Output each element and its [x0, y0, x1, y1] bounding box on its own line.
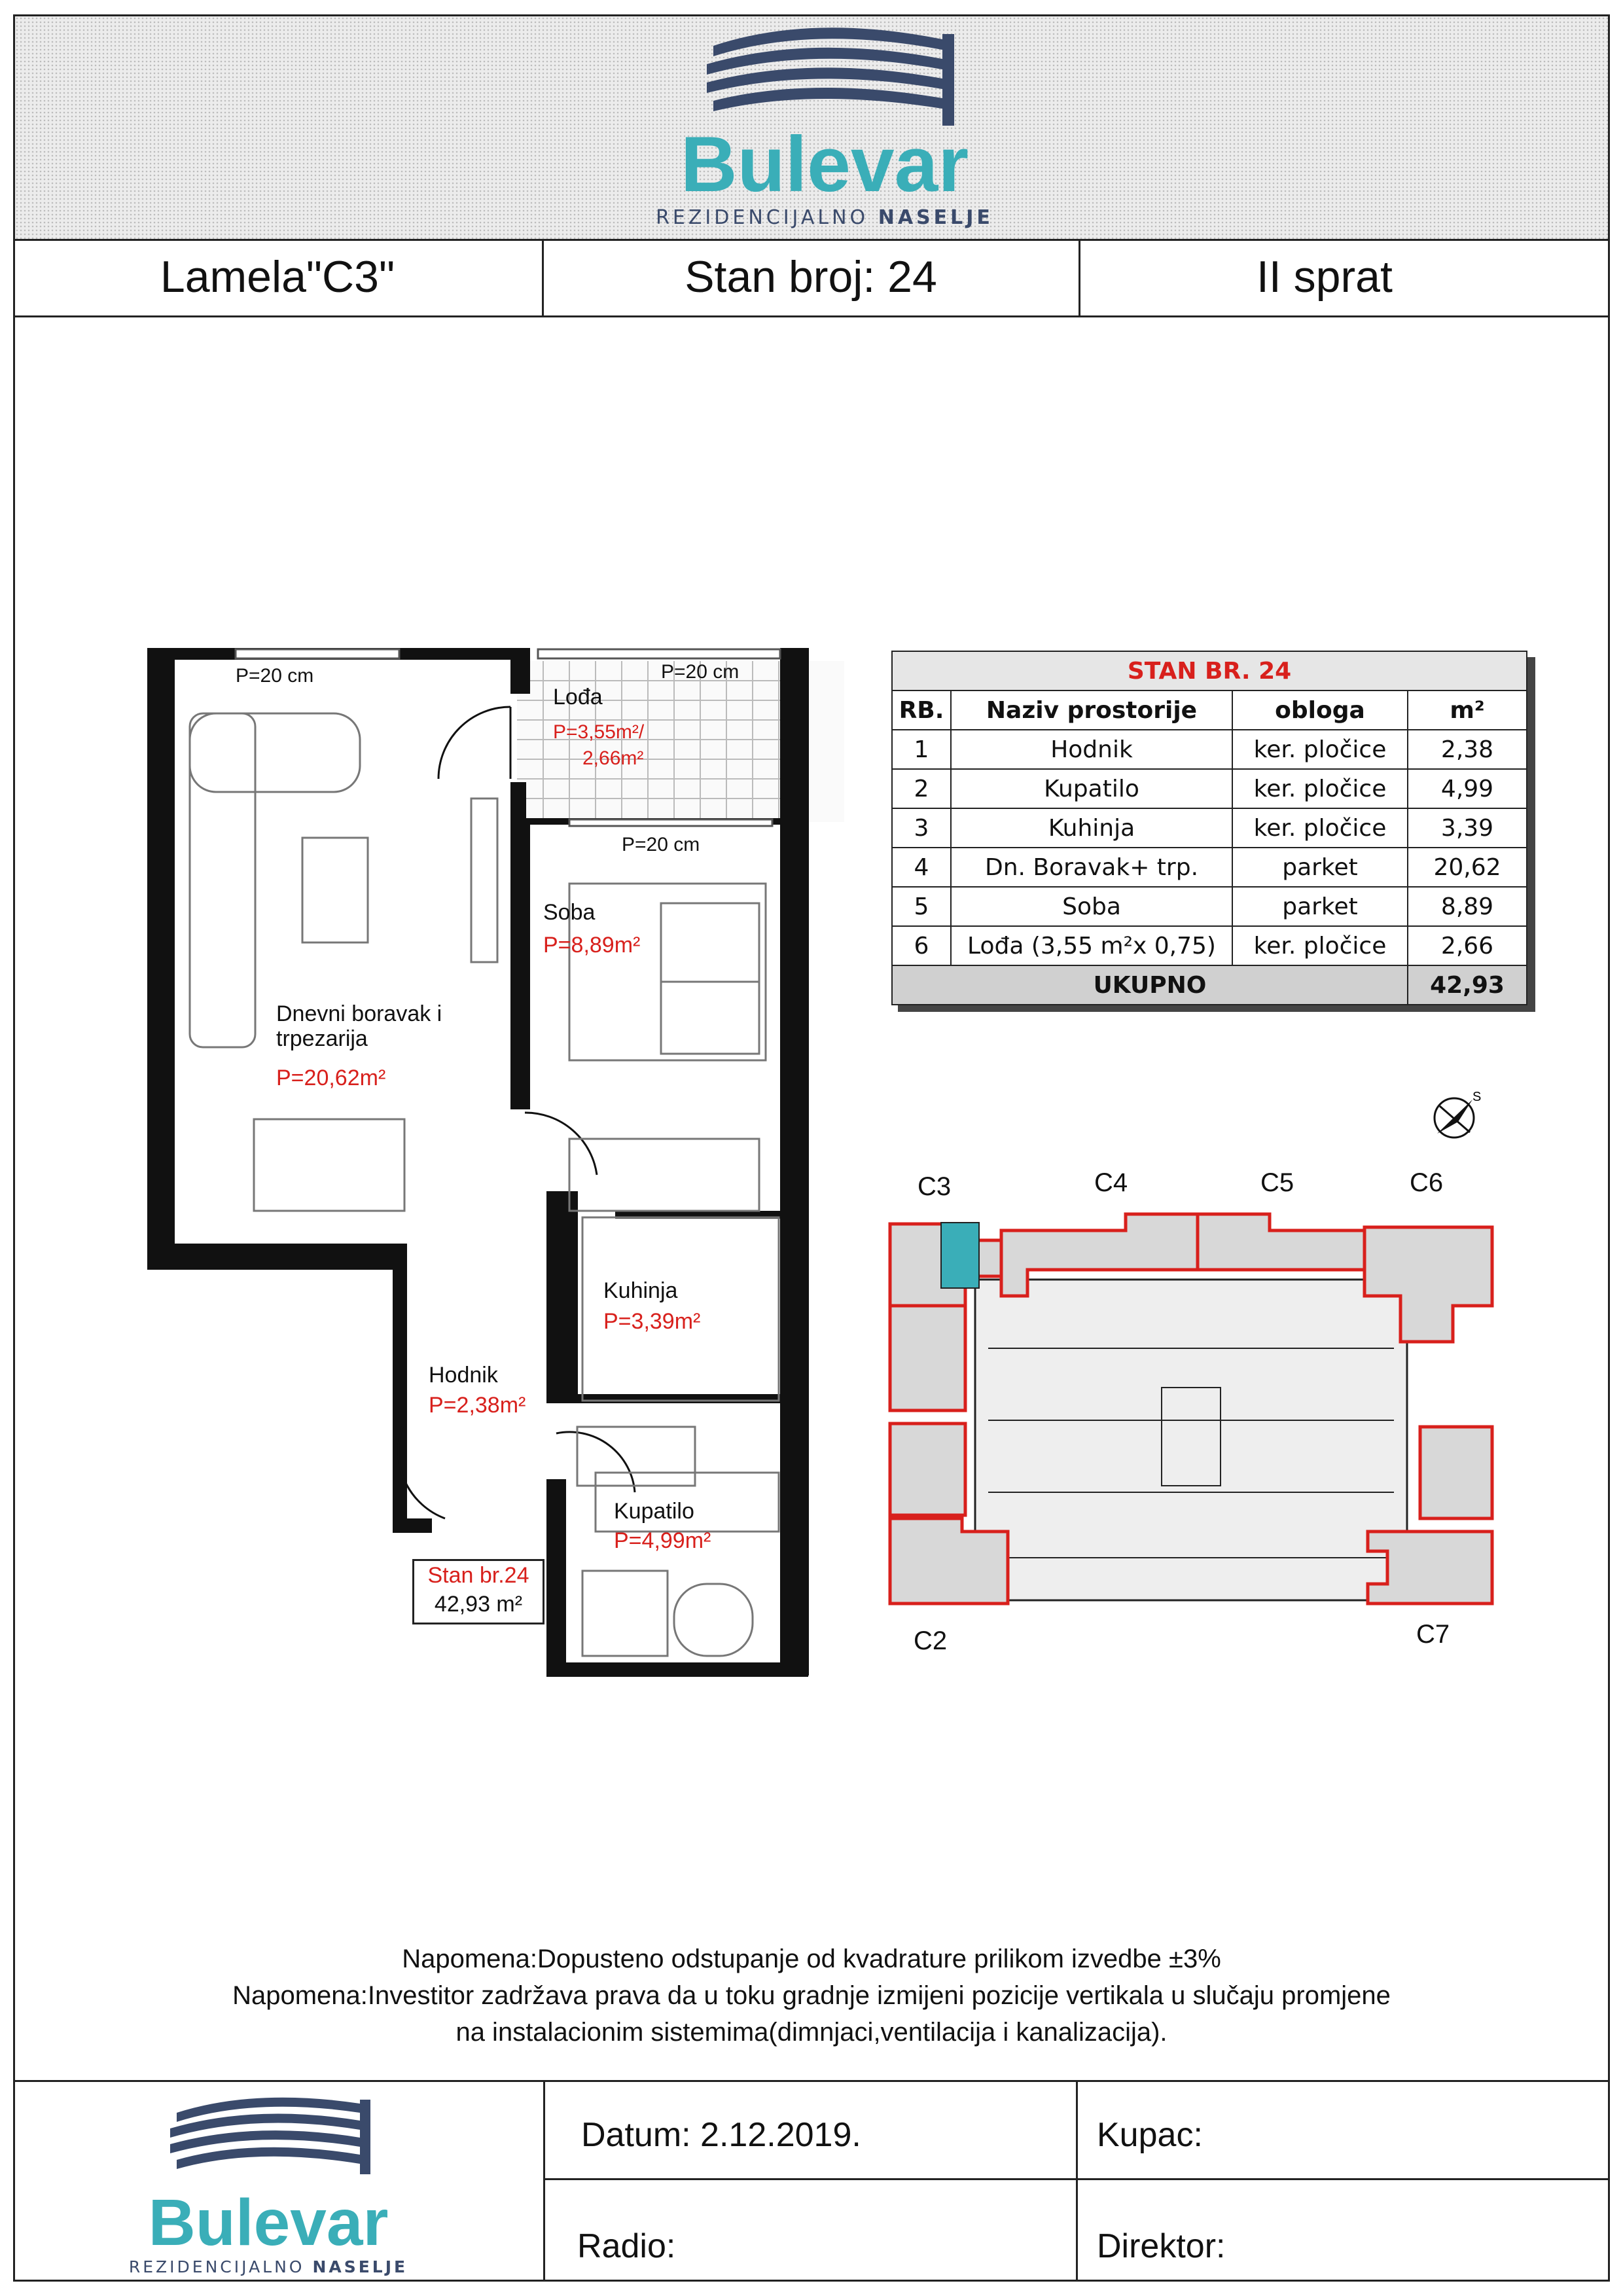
svg-text:C5: C5	[1260, 1168, 1294, 1197]
table-row: 2 Kupatilo ker. pločice 4,99	[892, 769, 1527, 808]
site-key-plan	[877, 1165, 1505, 1662]
date-label: Datum: 2.12.2019.	[581, 2116, 861, 2154]
svg-text:C6: C6	[1410, 1168, 1444, 1197]
compass-icon	[1427, 1086, 1486, 1145]
svg-text:Bulevar: Bulevar	[148, 2186, 389, 2259]
note-1: Napomena:Dopusteno odstupanje od kvadrature prilikom izvedbe ±3%	[402, 1945, 1221, 1973]
svg-text:Soba: Soba	[543, 900, 596, 925]
table-row: 1 Hodnik ker. pločice 2,38	[892, 730, 1527, 769]
svg-text:Hodnik: Hodnik	[429, 1363, 498, 1388]
table-title: STAN BR. 24	[892, 651, 1527, 691]
svg-text:Lođa: Lođa	[553, 685, 603, 709]
bulevar-logo	[654, 20, 995, 229]
apartment-badge: Stan br.24 42,93 m²	[412, 1559, 544, 1624]
svg-text:Dnevni boravak i: Dnevni boravak i	[276, 1001, 442, 1026]
footer-logo	[124, 2088, 412, 2278]
area-table: STAN BR. 24 RB. Naziv prostorije obloga m² 1 Hodnik ker. pločice 2,38 2 Kupatilo ker. pločice 4,99 3 Kuhinja ker. pločice 3,39 4 Dn. Boravak+ trp. parket 20,62 5 Soba parket 8,89 6 Lođa (3,55 m²x 0,75) ker. pločice 2,66 UKUPNO 42,93	[891, 651, 1527, 1005]
apartment-number-title: Stan broj: 24	[685, 252, 937, 302]
note-3: na instalacionim sistemima(dimnjaci,ventilacija i kanalizacija).	[455, 2018, 1168, 2047]
svg-text:REZIDENCIJALNO NASELJE: REZIDENCIJALNO NASELJE	[128, 2257, 408, 2276]
svg-text:Kuhinja: Kuhinja	[603, 1278, 678, 1303]
svg-text:REZIDENCIJALNO NASELJE: REZIDENCIJALNO NASELJE	[656, 206, 993, 229]
svg-text:C2: C2	[914, 1626, 948, 1655]
lamela-title: Lamela"C3"	[160, 252, 395, 302]
drawn-by-label: Radio:	[577, 2227, 676, 2265]
svg-text:P=20,62m²: P=20,62m²	[276, 1066, 386, 1090]
svg-text:P=2,38m²: P=2,38m²	[429, 1393, 526, 1418]
table-row: 4 Dn. Boravak+ trp. parket 20,62	[892, 848, 1527, 887]
table-total-row: UKUPNO 42,93	[892, 965, 1527, 1005]
svg-text:P=20 cm: P=20 cm	[661, 661, 740, 683]
svg-text:P=3,39m²: P=3,39m²	[603, 1309, 701, 1334]
director-label: Direktor:	[1097, 2227, 1226, 2265]
svg-text:S: S	[1472, 1090, 1482, 1104]
svg-text:P=4,99m²: P=4,99m²	[614, 1528, 711, 1553]
note-2: Napomena:Investitor zadržava prava da u toku gradnje izmijeni pozicije vertikala u slučaju promjene	[232, 1981, 1391, 2010]
floor-title: II sprat	[1257, 252, 1393, 302]
svg-text:C4: C4	[1094, 1168, 1128, 1197]
svg-text:trpezarija: trpezarija	[276, 1026, 368, 1051]
floor-plan	[137, 641, 844, 1702]
svg-text:C3: C3	[918, 1172, 952, 1201]
table-row: 5 Soba parket 8,89	[892, 887, 1527, 926]
svg-text:P=8,89m²: P=8,89m²	[543, 933, 641, 958]
svg-text:P=20 cm: P=20 cm	[622, 834, 700, 855]
table-row: 3 Kuhinja ker. pločice 3,39	[892, 808, 1527, 848]
highlighted-apartment	[941, 1223, 979, 1288]
buyer-label: Kupac:	[1097, 2116, 1203, 2154]
svg-text:C7: C7	[1416, 1620, 1450, 1649]
table-row: 6 Lođa (3,55 m²x 0,75) ker. pločice 2,66	[892, 926, 1527, 965]
svg-text:2,66m²: 2,66m²	[582, 747, 644, 769]
svg-text:P=20 cm: P=20 cm	[236, 665, 314, 687]
logo-wordmark: Bulevar	[680, 120, 969, 208]
svg-text:Kupatilo: Kupatilo	[614, 1499, 694, 1524]
svg-text:P=3,55m²/: P=3,55m²/	[553, 721, 645, 743]
